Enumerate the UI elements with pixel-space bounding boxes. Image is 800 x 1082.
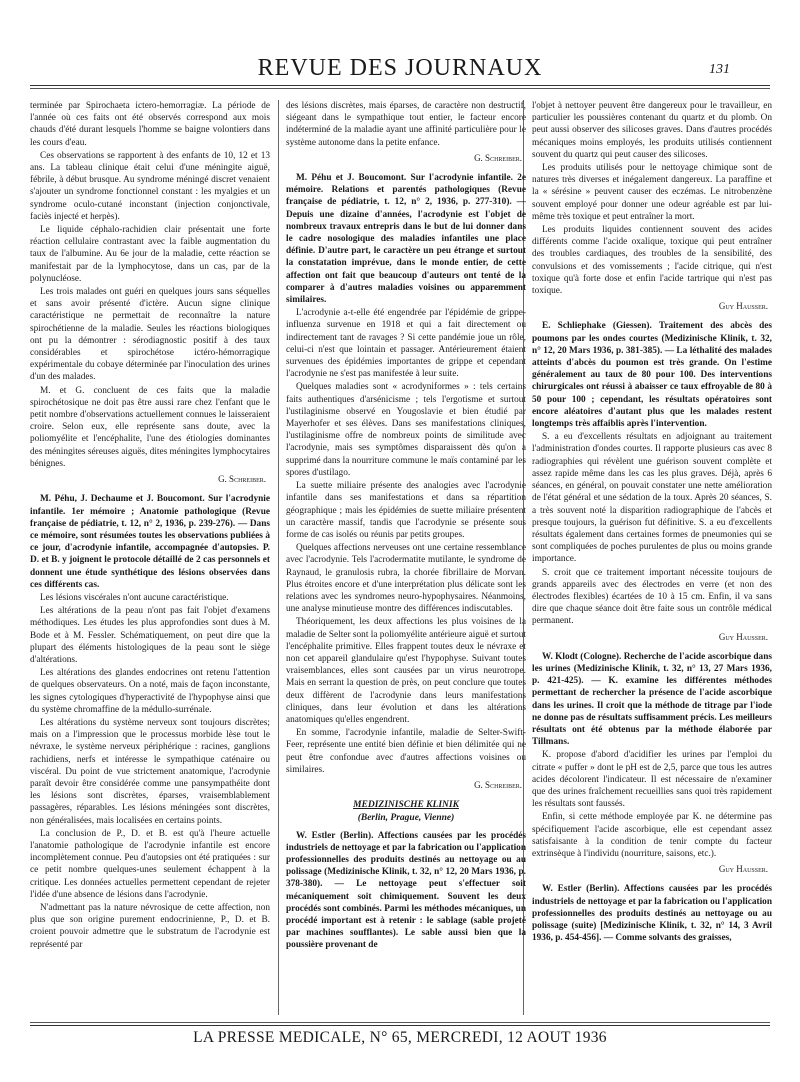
paragraph: l'objet à nettoyer peuvent être dangereux pour le travailleur, en particulier les poussières contenant du quartz et du plomb. On peut aussi observer des silicoses graves. Dans d'autres procédés mécaniques moins employés, les produits utilisés contiennent souvent du quartz qui peut causer des silicoses. (532, 101, 772, 160)
paragraph: Les produits liquides contiennent souvent des acides différents comme l'acide oxalique, toxique qui peut entraîner des troubles cardiaques, des troubles de la sensibilité, des convulsions et des vomissements ; l'acide citrique, qui n'est toxique qu'à forte dose et enfin l'acide tartrique qui n'est pas toxique. (532, 225, 772, 297)
author-signature: Guy Hausser. (718, 301, 768, 312)
page-number: 131 (709, 62, 730, 77)
article-heading: M. Péhu, J. Dechaume et J. Boucomont. Sur l'acrodynie infantile. 1er mémoire ; Anatomie pathologique (Revue française de pédiatrie, t. 12, n° 2, 1936, p. 239-276). — Dans ce mémoire, sont résumées toutes les observations publiées à ce jour, d'acrodynie infantile, accompagnée d'autopsies. P. D. et B. y joignent le protocole détaillé de 2 cas personnels et donnent une étude synthétique des lésions observées dans ces différents cas. (30, 494, 270, 590)
paragraph: S. a eu d'excellents résultats en adjoignant au traitement l'administration d'ondes courtes. Il rapporte plusieurs cas avec 8 radiographies qui révèlent une guérison souvent complète et assez rapide même dans les cas les plus graves. Déjà, après 6 séances, en général, on pouvait constater une nette amélioration de l'état général et une sédation de la toux. Après 20 séances, S. a très souvent noté la disparition radiographique de l'abcès et presque toujours, la guérison fut définitive. S. a eu d'excellents résultats également dans certaines formes de pneumonies qui se sont compliquées de poches purulentes de plus ou moins grande importance. (532, 432, 772, 565)
article-heading: W. Estler (Berlin). Affections causées par les procédés industriels de nettoyage et par la fabrication ou l'application professionnelles des produits destinés au nettoyage ou au polissage (Medizinische Klinik, t. 32, n° 12, 20 Mars 1936, p. 378-380). — Le nettoyage peut s'effectuer soit mécaniquement soit chimiquement. Souvent les deux procédés sont combinés. Parmi les méthodes mécaniques, un procédé important est à retenir : le sablage (sable projeté par machines soufflantes). Le sable aussi bien que la poussière provenant de (286, 830, 526, 951)
article-heading: W. Klodt (Cologne). Recherche de l'acide ascorbique dans les urines (Medizinische Klinik, t. 32, n° 13, 27 Mars 1936, p. 421-425). — K. examine les différentes méthodes permettant de rechercher la présence de l'acide ascorbique dans les urines. Il croit que la méthode de titrage par l'iode ne donne pas de résultats suffisamment précis. Les meilleurs résultats ont été obtenus par la méthode élaborée par Tillmans. (532, 651, 772, 748)
header-rule-secondary (30, 88, 770, 89)
author-signature: G. Schreiber. (218, 474, 266, 485)
column-middle (286, 100, 526, 1015)
paragraph: Les altérations du système nerveux sont toujours discrètes; mais on a l'impression que le processus morbide lèse tout le névraxe, le système nerveux périphérique : racines, ganglions rachidiens, nerfs et intéresse le sympathique caténaire ou viscéral. Du point de vue strictement anatomique, l'acrodynie paraît devoir être considérée comme une pansympathéite dont les lésions sont discrètes, éparses, vraisemblablement passagères, réparables. Les lésions méningées sont discrètes, non généralisées, mais localisées en certains points. (30, 717, 270, 826)
footer-publication-line: LA PRESSE MEDICALE, N° 65, MERCREDI, 12 AOUT 1936 (193, 1029, 607, 1046)
header-rule (30, 85, 770, 86)
author-signature: Guy Hausser. (718, 631, 768, 642)
paragraph: Les altérations de la peau n'ont pas fait l'objet d'examens méthodiques. Les études les plus approfondies sont dues à M. Bode et à M. Fessler. Schématiquement, on peut dire que la plupart des éléments histologiques de la peau sont le siège d'altérations. (30, 606, 270, 665)
paragraph: Les trois malades ont guéri en quelques jours sans séquelles et sans avoir présenté d'ictère. Aucun signe clinique caractéristique ne permettait de reconnaître la nature spirochétienne de la maladie. Seules les réactions biologiques ont pu la démontrer : sérodiagnostic positif à des taux considérables et spirochétose ictéro-hémorragique expérimentale du cobaye déterminée par l'inoculation des urines d'un des malades. (30, 287, 270, 383)
paragraph: Les lésions viscérales n'ont aucune caractéristique. (40, 592, 229, 603)
paragraph: Théoriquement, les deux affections les plus voisines de la maladie de Selter sont la poliomyélite antérieure aiguë et surtout l'encéphalite primitive. Elles frappent toutes deux le névraxe et non cet appareil glandulaire qu'est l'hypophyse. Suivant toutes vraisemblances, elles sont causées par un virus neurotrope. Mais en serrant la question de près, on peut conclure que toutes deux diffèrent de l'acrodynie dans leurs manifestations cliniques, dans leur évolution et dans les altérations anatomiques qu'elles engendrent. (286, 617, 526, 725)
paragraph: Les altérations des glandes endocrines ont retenu l'attention de quelques observateurs. On a noté, mais de façon inconstante, les signes cytologiques d'hyperactivité de l'hypophyse ainsi que du système chromaffine de la médullo-surrénale. (30, 668, 270, 715)
paragraph: Quelques affections nerveuses ont une certaine ressemblance avec l'acrodynie. Tels l'acrodermatite mutilante, le syndrome de Raynaud, le granulosis rubra, la chorée fibrillaire de Morvan. Plus étroites encore et d'une interprétation plus délicate sont les relations avec les syndromes neuro-hypophysaires. Néanmoins, une analyse minutieuse montre des différences indiscutables. (286, 543, 526, 615)
paragraph: Les produits utilisés pour le nettoyage chimique sont de natures très diverses et inégalement dangereux. La paraffine et la « sérésine » peuvent causer des eczémas. Le nitrobenzène souvent employé pour donner une odeur agréable est par lui-même très toxique et peut entraîner la mort. (532, 163, 772, 222)
paragraph: terminée par Spirochaeta ictero-hemorragiæ. La période de l'année où ces faits ont été observés correspond aux mois chauds d'été durant lesquels l'homme se baigne volontiers dans les cours d'eau. (30, 101, 270, 148)
author-signature: G. Schreiber. (474, 779, 522, 790)
paragraph: Ces observations se rapportent à des enfants de 10, 12 et 13 ans. La tableau clinique était celui d'une méningite aiguë, fébrile, à début brusque. Au syndrome méningé discret venaient s'ajouter un syndrome fonctionnel constant : les myalgies et un syndrome oculo-cutané inconstant (injection conjonctivale, faciès injecté et herpès). (30, 150, 270, 222)
journal-section-title: MEDIZINISCHE KLINIK (353, 800, 459, 811)
paragraph: La conclusion de P., D. et B. est qu'à l'heure actuelle l'anatomie pathologique de l'acrodynie infantile est encore incomplètement connue. Peu d'autopsies ont été pratiquées : sur ce petit nombre quelques-unes seulement échappent à la critique. Les données actuelles permettent cependant de rejeter l'idée d'une absence de lésions dans l'acrodynie. (30, 828, 270, 900)
footer-rule-secondary (30, 1025, 770, 1026)
paragraph: N'admettant pas la nature névrosique de cette affection, non plus que son origine purement endocrinienne, P., D. et B. croient pouvoir admettre que le substratum de l'acrodynie est représenté par (30, 903, 270, 950)
column-divider (278, 100, 279, 1015)
column-left (30, 100, 270, 1015)
paragraph: Enfin, si cette méthode employée par K. ne détermine pas spécifiquement l'acide ascorbique, elle est cependant assez satisfaisante à la condition de tenir compte du facteur extrinsèque à l'individu (nourriture, saisons, etc.). (532, 812, 772, 859)
paragraph: La suette miliaire présente des analogies avec l'acrodynie infantile dans ses manifestations et dans sa répartition géographique ; mais les épidémies de suette miliaire présentent un caractère massif, tandis que l'acrodynie se présente sous forme de cas isolés ou réunis par petits groupes. (286, 481, 526, 540)
running-title: REVUE DES JOURNAUX (257, 55, 543, 81)
journal-section-subtitle: (Berlin, Prague, Vienne) (357, 813, 455, 824)
paragraph: S. croit que ce traitement important nécessite toujours de grands appareils avec des électrodes en verre (et non des électrodes flexibles) écartées de 10 à 15 cm. Enfin, il va sans dire que chaque séance doit être faite sous un contrôle médical permanent. (532, 567, 772, 627)
paragraph: des lésions discrètes, mais éparses, de caractère non destructif, siégeant dans le sympathique tout entier, le facteur encore indéterminé de la maladie ayant une affinité particulière pour le système autonome dans la petite enfance. (286, 101, 526, 148)
author-signature: G. Schreiber. (474, 152, 522, 163)
article-heading: M. Péhu et J. Boucomont. Sur l'acrodynie infantile. 2e mémoire. Relations et parentés pathologiques (Revue française de pédiatrie, t. 12, n° 2, 1936, p. 277-310). — Depuis une dizaine d'années, l'acrodynie est l'objet de nombreux travaux entrepris dans le but de lui donner dans le cadre nosologique des maladies infantiles une place définie. D'autre part, le caractère un peu étrange et surtout la constatation imprévue, dans le monde entier, de cette affection ont fait que beaucoup d'auteurs ont tenté de la comparer à d'autres maladies voisines ou apparemment similaires. (286, 173, 526, 306)
paragraph: M. et G. concluent de ces faits que la maladie spirochétosique ne doit pas être aussi rare chez l'enfant que le petit nombre d'observations actuellement connues le laisseraient croire. Selon eux, elle représente sans doute, avec la poliomyélite et l'encéphalite, l'une des étiologies dominantes des méningites séreuses aiguës, dites méningites lymphocytaires bénignes. (30, 385, 270, 469)
paragraph: Quelques maladies sont « acrodyniformes » : tels certains faits authentiques d'arsénicisme ; tels l'ergotisme et surtout l'ustilaginisme observé en Yougoslavie et bien étudié par Mayerhofer et ses élèves. Dans ses manifestations cliniques, l'ustilaginisme offre de nombreux points de similitude avec l'acrodynie, mais ses symptômes disparaissent dès qu'on a supprimé dans la nourriture commune le maïs contaminé par les spores d'ustilago. (286, 382, 526, 478)
article-heading: E. Schliephake (Giessen). Traitement des abcès des poumons par les ondes courtes (Medizinische Klinik, t. 32, n° 12, 20 Mars 1936, p. 381-385). — La léthalité des malades atteints d'abcès du poumon est très grande. On l'estime généralement au taux de 80 pour 100. Des interventions chirurgicales ont réussi à abaisser ce taux effroyable de 80 à 50 pour 100 ; cependant, les résultats opératoires sont encore aléatoires d'autant plus que les malades restent longtemps très affaiblis après l'intervention. (532, 321, 772, 430)
paragraph: K. propose d'abord d'acidifier les urines par l'emploi du citrate « puffer » dont le pH est de 2,5, parce que tous les autres acides décolorent l'indicateur. Il est nécessaire de n'examiner que des urines fraîchement recueillies sans quoi très rapidement les résultats sont faussés. (532, 750, 772, 810)
author-signature: Guy Hausser. (718, 864, 768, 875)
column-right (532, 100, 772, 1015)
paragraph: En somme, l'acrodynie infantile, maladie de Selter-Swift-Feer, représente une entité bien définie et bien délimitée qui ne peut être confondue avec d'autres affections voisines ou similaires. (286, 728, 526, 775)
article-heading: W. Estler (Berlin). Affections causées par les procédés industriels de nettoyage et par la fabrication ou l'application professionnelles des produits destinés au nettoyage ou au polissage (suite) [Medizinische Klinik, t. 32, n° 14, 3 Avril 1936, p. 454-456]. — Comme solvants des graisses, (532, 884, 772, 944)
paragraph: Le liquide céphalo-rachidien clair présentait une forte réaction cellulaire contrastant avec la faible augmentation du taux de l'albumine. Au 6e jour de la maladie, cette réaction se manifestait par de la lymphocytose, dans un cas, par de la polynucléose. (30, 225, 270, 284)
paragraph: L'acrodynie a-t-elle été engendrée par l'épidémie de grippe-influenza survenue en 1918 et qui a fait directement ou indirectement tant de ravages ? Si cette pandémie joue un rôle, celui-ci n'est que lointain et passager. Antérieurement étaient survenues des épidémies importantes de grippe et cependant l'acrodynie ne s'est pas manifestée à leur suite. (286, 308, 526, 380)
footer-rule (30, 1022, 770, 1023)
